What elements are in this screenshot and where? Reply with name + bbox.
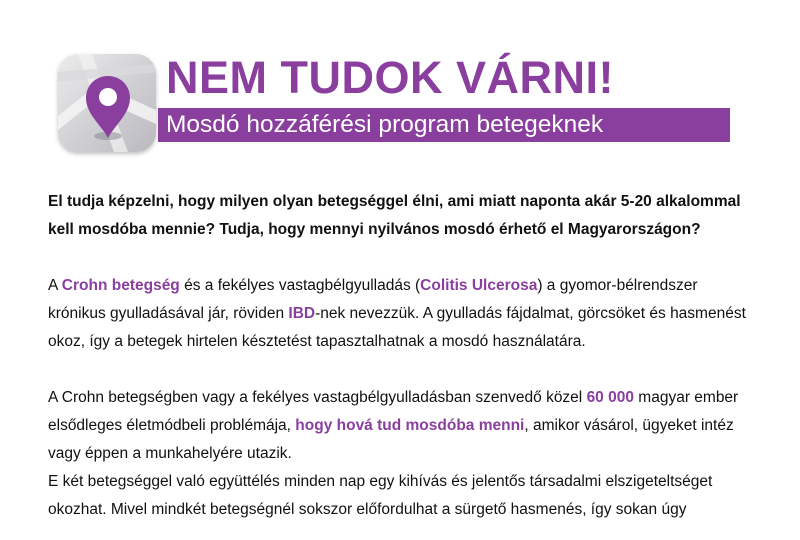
text-span: magyar ember elsődleges életmódbeli problémája, <box>48 389 739 434</box>
text-span: A Crohn betegségben vagy a fekélyes vastagbélgyulladásban szenvedő közel <box>48 389 587 406</box>
highlight-colitis: Colitis Ulcerosa <box>420 277 538 294</box>
paragraph-ibd <box>48 272 748 356</box>
highlight-ibd: IBD <box>288 305 316 322</box>
highlight-problem: hogy hová tud mosdóba menni <box>295 417 525 434</box>
page-subtitle: Mosdó hozzáférési program betegeknek <box>166 111 604 138</box>
paragraph-patients <box>48 384 748 468</box>
intro-paragraph: El tudja képzelni, hogy milyen olyan betegséggel élni, ami miatt naponta akár 5-20 alkalommal kell mosdóba mennie? Tudja, hogy mennyi nyilvános mosdó érhető el Magyarországon? <box>48 193 741 238</box>
map-pin-icon <box>58 54 156 152</box>
highlight-crohn: Crohn betegség <box>61 277 180 294</box>
highlight-count: 60 000 <box>586 389 634 406</box>
page-title: NEM TUDOK VÁRNI! <box>166 52 614 103</box>
paragraph-isolation: E két betegséggel való együttélés minden nap egy kihívás és jelentős társadalmi elszigeteltséget okozhat. Mivel mindkét betegségnél sokszor előfordulhat a sürgető hasmenés, így sokan úgy <box>48 473 713 518</box>
header-banner <box>58 52 738 156</box>
text-span: ) a gyomor-bélrendszer krónikus gyulladásával jár, röviden <box>48 277 698 322</box>
app-icon <box>58 54 156 152</box>
text-span: -nek nevezzük. A gyulladás fájdalmat, görcsöket és hasmenést okoz, így a betegek hirtelen késztetést tapasztalhatnak a mosdó használatára. <box>48 305 746 350</box>
subtitle-bar <box>158 108 730 142</box>
text-span: , amikor vásárol, ügyeket intéz vagy éppen a munkahelyére utazik. <box>48 417 734 462</box>
text-span: és a fekélyes vastagbélgyulladás ( <box>179 277 421 294</box>
text-span: A <box>48 277 62 294</box>
document-body <box>48 188 748 524</box>
